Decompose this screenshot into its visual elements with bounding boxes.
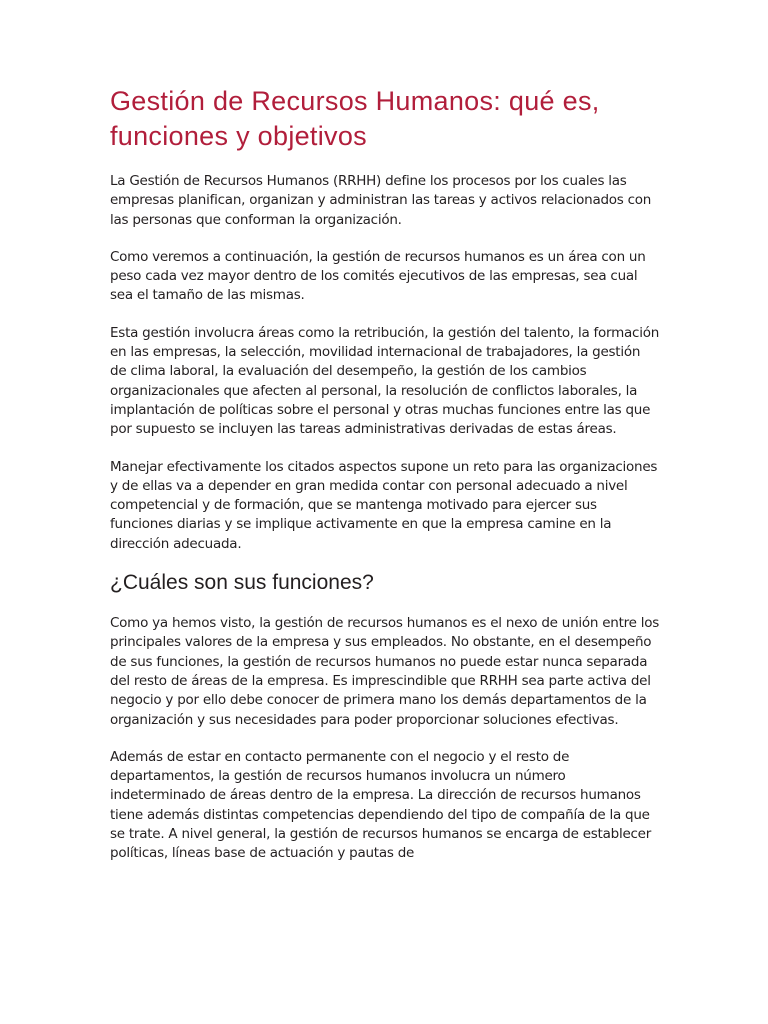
intro-paragraph-1: La Gestión de Recursos Humanos (RRHH) define los procesos por los cuales las empresas planifican, organizan y administran las tareas y activos relacionados con las personas que conforman la organización.	[110, 173, 652, 228]
section-heading: ¿Cuáles son sus funciones?	[110, 571, 374, 595]
intro-paragraph-3: Esta gestión involucra áreas como la retribución, la gestión del talento, la formación en las empresas, la selección, movilidad internacional de trabajadores, la gestión de clima laboral, la evaluación del desempeño, la gestión de los cambios organizacionales que afecten al personal, la resolución de conflictos laborales, la implantación de políticas sobre el personal y otras muchas funciones entre las que por supuesto se incluyen las tareas administrativas derivadas de estas áreas.	[110, 324, 660, 438]
section-paragraph-1: Como ya hemos visto, la gestión de recursos humanos es el nexo de unión entre los principales valores de la empresa y sus empleados. No obstante, en el desempeño de sus funciones, la gestión de recursos humanos no puede estar nunca separada del resto de áreas de la empresa. Es imprescindible que RRHH sea parte activa del negocio y por ello debe conocer de primera mano los demás departamentos de la organización y sus necesidades para poder proporcionar soluciones efectivas.	[110, 615, 660, 728]
intro-paragraph-2: Como veremos a continuación, la gestión de recursos humanos es un área con un peso cada vez mayor dentro de los comités ejecutivos de las empresas, sea cual sea el tamaño de las mismas.	[110, 248, 646, 304]
section-paragraph-2: Además de estar en contacto permanente con el negocio y el resto de departamentos, la gestión de recursos humanos involucra un número indeterminado de áreas dentro de la empresa. La dirección de recursos humanos tiene además distintas competencias dependiendo del tipo de compañía de la que se trate. A nivel general, la gestión de recursos humanos se encarga de establecer políticas, líneas base de actuación y pautas de	[110, 748, 652, 862]
document-page	[110, 84, 660, 864]
intro-paragraph-4: Manejar efectivamente los citados aspectos supone un reto para las organizaciones y de ellas va a depender en gran medida contar con personal adecuado a nivel competencial y de formación, que se mantenga motivado para ejercer sus funciones diarias y se implique activamente en que la empresa camine en la dirección adecuada.	[110, 458, 658, 552]
page-title: Gestión de Recursos Humanos: qué es, funciones y objetivos	[110, 86, 600, 151]
